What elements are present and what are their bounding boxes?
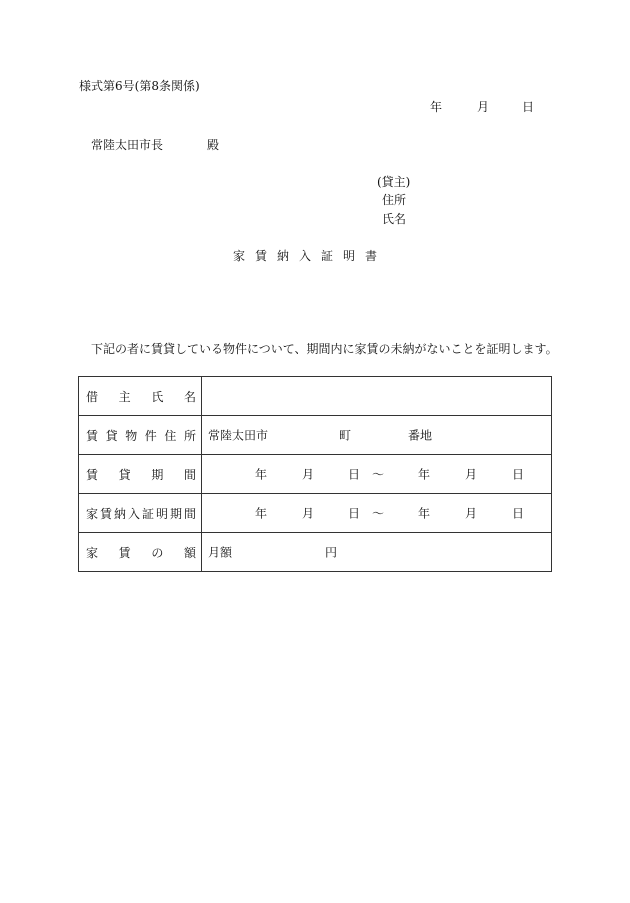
rent-amount-field[interactable] bbox=[202, 533, 552, 572]
lease-period-field[interactable] bbox=[202, 455, 552, 494]
property-address-label: 賃貸物件住所 bbox=[79, 416, 202, 455]
payment-end-day: 日 bbox=[512, 506, 525, 521]
date-day-label: 日 bbox=[522, 100, 535, 114]
rent-monthly-label: 月額 bbox=[208, 545, 233, 560]
lease-period-tilde: ～ bbox=[372, 467, 385, 482]
rent-yen-label: 円 bbox=[325, 545, 338, 560]
lease-end-day: 日 bbox=[512, 467, 525, 482]
lender-address-label: 住所 bbox=[382, 193, 407, 207]
tenant-name-label: 借主氏名 bbox=[79, 377, 202, 416]
property-address-field[interactable] bbox=[202, 416, 552, 455]
payment-start-year: 年 bbox=[255, 506, 268, 521]
lease-end-year: 年 bbox=[418, 467, 431, 482]
date-year-label: 年 bbox=[430, 100, 443, 114]
lender-role: (貸主) bbox=[377, 175, 411, 189]
lease-start-day: 日 bbox=[348, 467, 361, 482]
table-row-tenant-name bbox=[79, 377, 552, 416]
date-month-label: 月 bbox=[477, 100, 490, 114]
payment-period-field[interactable] bbox=[202, 494, 552, 533]
payment-period-tilde: ～ bbox=[372, 506, 385, 521]
certificate-table bbox=[78, 376, 552, 572]
rent-amount-label: 家賃の額 bbox=[79, 533, 202, 572]
table-row-lease-period bbox=[79, 455, 552, 494]
addressee-name: 常陸太田市長 bbox=[91, 138, 164, 152]
form-number: 様式第6号(第8条関係) bbox=[79, 79, 200, 93]
payment-start-day: 日 bbox=[348, 506, 361, 521]
tenant-name-field[interactable] bbox=[202, 377, 552, 416]
lease-start-year: 年 bbox=[255, 467, 268, 482]
addressee-honorific: 殿 bbox=[207, 138, 220, 152]
address-city: 常陸太田市 bbox=[208, 428, 269, 443]
table-row-payment-period bbox=[79, 494, 552, 533]
table-row-rent-amount bbox=[79, 533, 552, 572]
lease-period-label: 賃貸期間 bbox=[79, 455, 202, 494]
certification-statement: 下記の者に賃貸している物件について、期間内に家賃の未納がないことを証明します。 bbox=[91, 342, 558, 356]
payment-end-month: 月 bbox=[465, 506, 478, 521]
document-title: 家賃納入証明書 bbox=[233, 249, 388, 263]
lease-start-month: 月 bbox=[302, 467, 315, 482]
address-town-label: 町 bbox=[339, 428, 352, 443]
lease-end-month: 月 bbox=[465, 467, 478, 482]
lender-name-label: 氏名 bbox=[382, 212, 407, 226]
table-row-property-address bbox=[79, 416, 552, 455]
payment-start-month: 月 bbox=[302, 506, 315, 521]
address-lot-label: 番地 bbox=[408, 428, 433, 443]
payment-end-year: 年 bbox=[418, 506, 431, 521]
payment-period-label: 家賃納入証明期間 bbox=[79, 494, 202, 533]
